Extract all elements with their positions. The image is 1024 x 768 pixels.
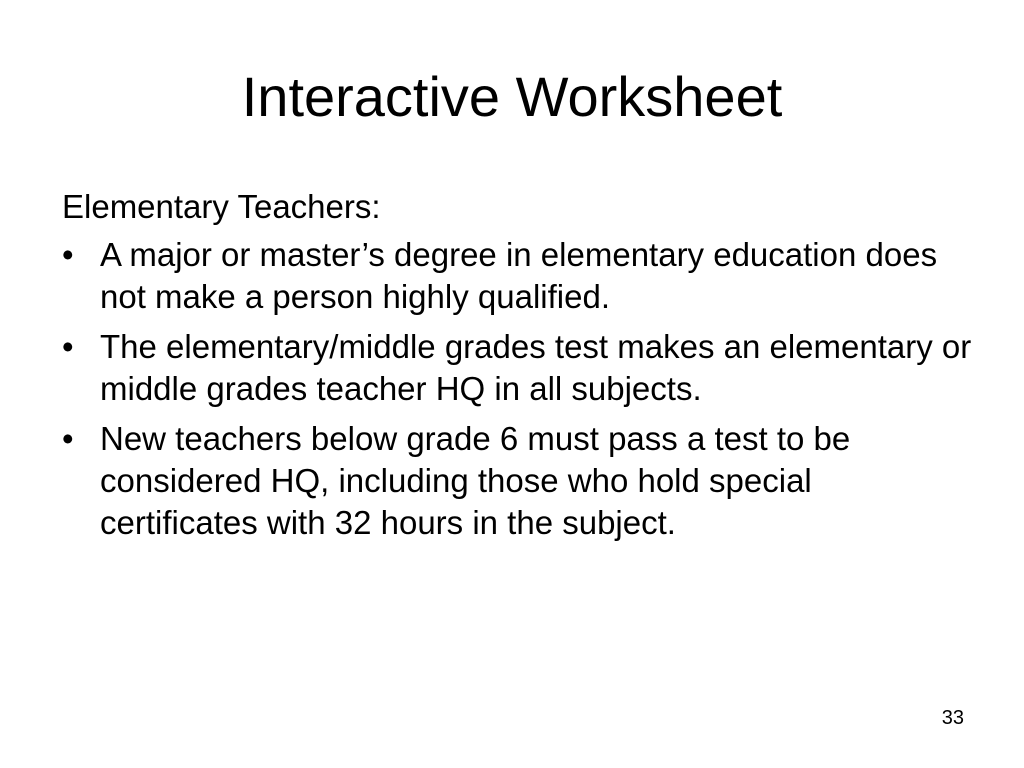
slide-title: Interactive Worksheet <box>241 65 783 128</box>
bullet-text: New teachers below grade 6 must pass a test to be considered HQ, including those who hold special certificates with 32 hours in the subject. <box>100 420 851 541</box>
bullet-text: The elementary/middle grades test makes an elementary or middle grades teacher HQ in all subjects. <box>100 328 972 407</box>
page-number: 33 <box>941 707 964 729</box>
bullet-marker: • <box>62 420 74 457</box>
bullet-item <box>62 234 972 318</box>
section-heading: Elementary Teachers: <box>62 188 381 225</box>
bullet-list <box>62 234 972 544</box>
bullet-marker: • <box>62 328 74 365</box>
bullet-marker: • <box>62 236 74 273</box>
slide-body <box>62 186 972 552</box>
bullet-text: A major or master’s degree in elementary education does not make a person highly qualified. <box>100 236 938 315</box>
bullet-item <box>62 418 972 544</box>
bullet-item <box>62 326 972 410</box>
